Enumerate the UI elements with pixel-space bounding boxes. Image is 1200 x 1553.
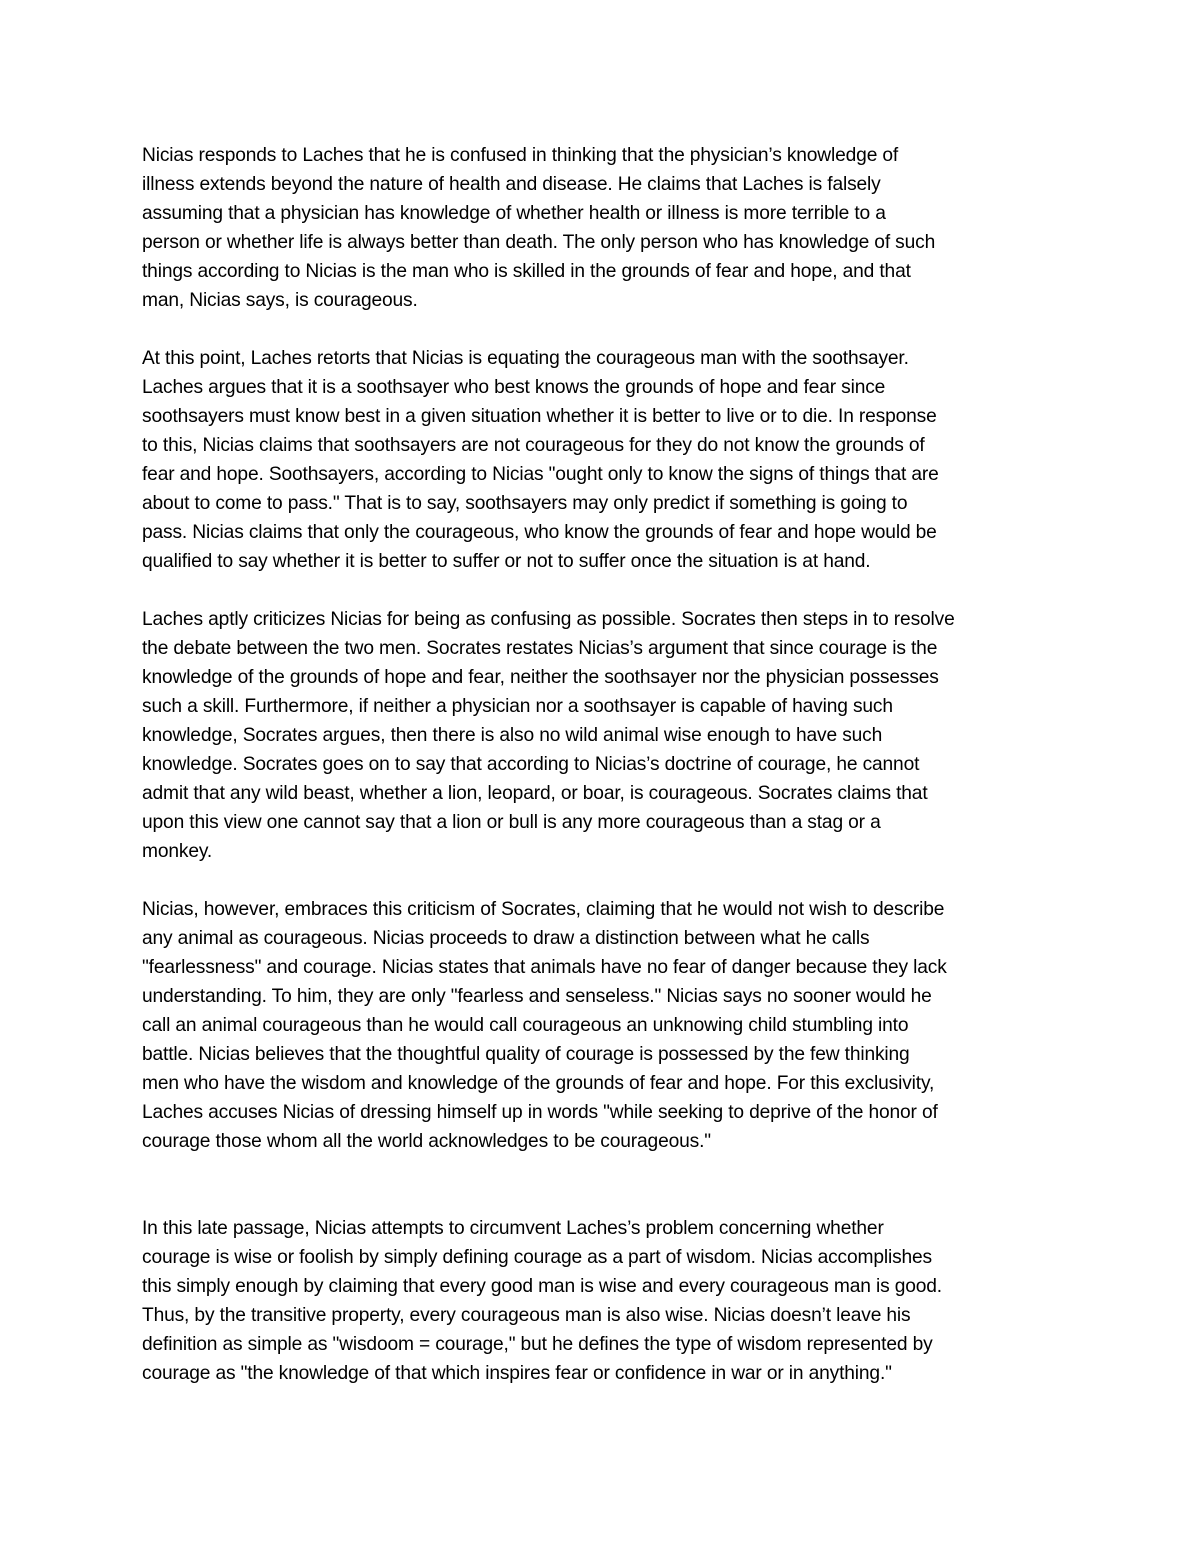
text-line: men who have the wisdom and knowledge of the grounds of fear and hope. For this exclusivity, — [142, 1073, 935, 1094]
text-line: this simply enough by claiming that every good man is wise and every courageous man is good. — [142, 1276, 942, 1297]
text-line: upon this view one cannot say that a lion or bull is any more courageous than a stag or a — [142, 812, 881, 833]
paragraph-spacer — [142, 866, 1082, 895]
paragraph-3 — [142, 605, 1082, 866]
text-line: battle. Nicias believes that the thoughtful quality of courage is possessed by the few thinking — [142, 1044, 910, 1065]
paragraph-spacer — [142, 576, 1082, 605]
text-line: fear and hope. Soothsayers, according to Nicias "ought only to know the signs of things that are — [142, 464, 939, 485]
text-line: knowledge of the grounds of hope and fear, neither the soothsayer nor the physician possesses — [142, 667, 939, 688]
text-line: about to come to pass." That is to say, soothsayers may only predict if something is going to — [142, 493, 908, 514]
text-line: Thus, by the transitive property, every courageous man is also wise. Nicias doesn’t leave his — [142, 1305, 911, 1326]
text-line: definition as simple as "wisdoom = courage," but he defines the type of wisdom represented by — [142, 1334, 933, 1355]
text-line: courage as "the knowledge of that which inspires fear or confidence in war or in anything." — [142, 1363, 892, 1384]
paragraph-spacer — [142, 1156, 1082, 1214]
text-line: soothsayers must know best in a given situation whether it is better to live or to die. In response — [142, 406, 937, 427]
text-line: Laches aptly criticizes Nicias for being as confusing as possible. Socrates then steps in to resolve — [142, 609, 955, 630]
text-line: In this late passage, Nicias attempts to circumvent Laches’s problem concerning whether — [142, 1218, 884, 1239]
text-line: Laches accuses Nicias of dressing himself up in words "while seeking to deprive of the honor of — [142, 1102, 938, 1123]
text-line: illness extends beyond the nature of health and disease. He claims that Laches is falsely — [142, 174, 881, 195]
text-line: Nicias, however, embraces this criticism of Socrates, claiming that he would not wish to describe — [142, 899, 945, 920]
paragraph-1 — [142, 141, 1082, 315]
text-line: courage those whom all the world acknowledges to be courageous." — [142, 1131, 711, 1152]
text-line: things according to Nicias is the man who is skilled in the grounds of fear and hope, and that — [142, 261, 911, 282]
text-line: man, Nicias says, is courageous. — [142, 290, 418, 311]
text-line: admit that any wild beast, whether a lion, leopard, or boar, is courageous. Socrates claims that — [142, 783, 928, 804]
text-line: "fearlessness" and courage. Nicias states that animals have no fear of danger because they lack — [142, 957, 947, 978]
text-line: knowledge, Socrates argues, then there is also no wild animal wise enough to have such — [142, 725, 883, 746]
text-line: courage is wise or foolish by simply defining courage as a part of wisdom. Nicias accomplishes — [142, 1247, 933, 1268]
text-line: qualified to say whether it is better to suffer or not to suffer once the situation is at hand. — [142, 551, 871, 572]
text-line: pass. Nicias claims that only the courageous, who know the grounds of fear and hope would be — [142, 522, 937, 543]
text-line: person or whether life is always better than death. The only person who has knowledge of such — [142, 232, 936, 253]
text-line: Nicias responds to Laches that he is confused in thinking that the physician’s knowledge of — [142, 145, 899, 166]
text-line: to this, Nicias claims that soothsayers are not courageous for they do not know the grounds of — [142, 435, 925, 456]
text-line: such a skill. Furthermore, if neither a physician nor a soothsayer is capable of having such — [142, 696, 893, 717]
text-line: knowledge. Socrates goes on to say that according to Nicias’s doctrine of courage, he cannot — [142, 754, 920, 775]
text-line: call an animal courageous than he would call courageous an unknowing child stumbling into — [142, 1015, 909, 1036]
paragraph-spacer — [142, 315, 1082, 344]
paragraph-4 — [142, 895, 1082, 1156]
text-line: At this point, Laches retorts that Nicias is equating the courageous man with the soothsayer. — [142, 348, 909, 369]
text-line: monkey. — [142, 841, 213, 862]
text-line: any animal as courageous. Nicias proceeds to draw a distinction between what he calls — [142, 928, 870, 949]
text-line: assuming that a physician has knowledge of whether health or illness is more terrible to a — [142, 203, 886, 224]
document-body — [142, 141, 1082, 1388]
paragraph-5 — [142, 1214, 1082, 1388]
text-line: understanding. To him, they are only "fearless and senseless." Nicias says no sooner would he — [142, 986, 932, 1007]
text-line: Laches argues that it is a soothsayer who best knows the grounds of hope and fear since — [142, 377, 886, 398]
paragraph-2 — [142, 344, 1082, 576]
text-line: the debate between the two men. Socrates restates Nicias’s argument that since courage is the — [142, 638, 938, 659]
